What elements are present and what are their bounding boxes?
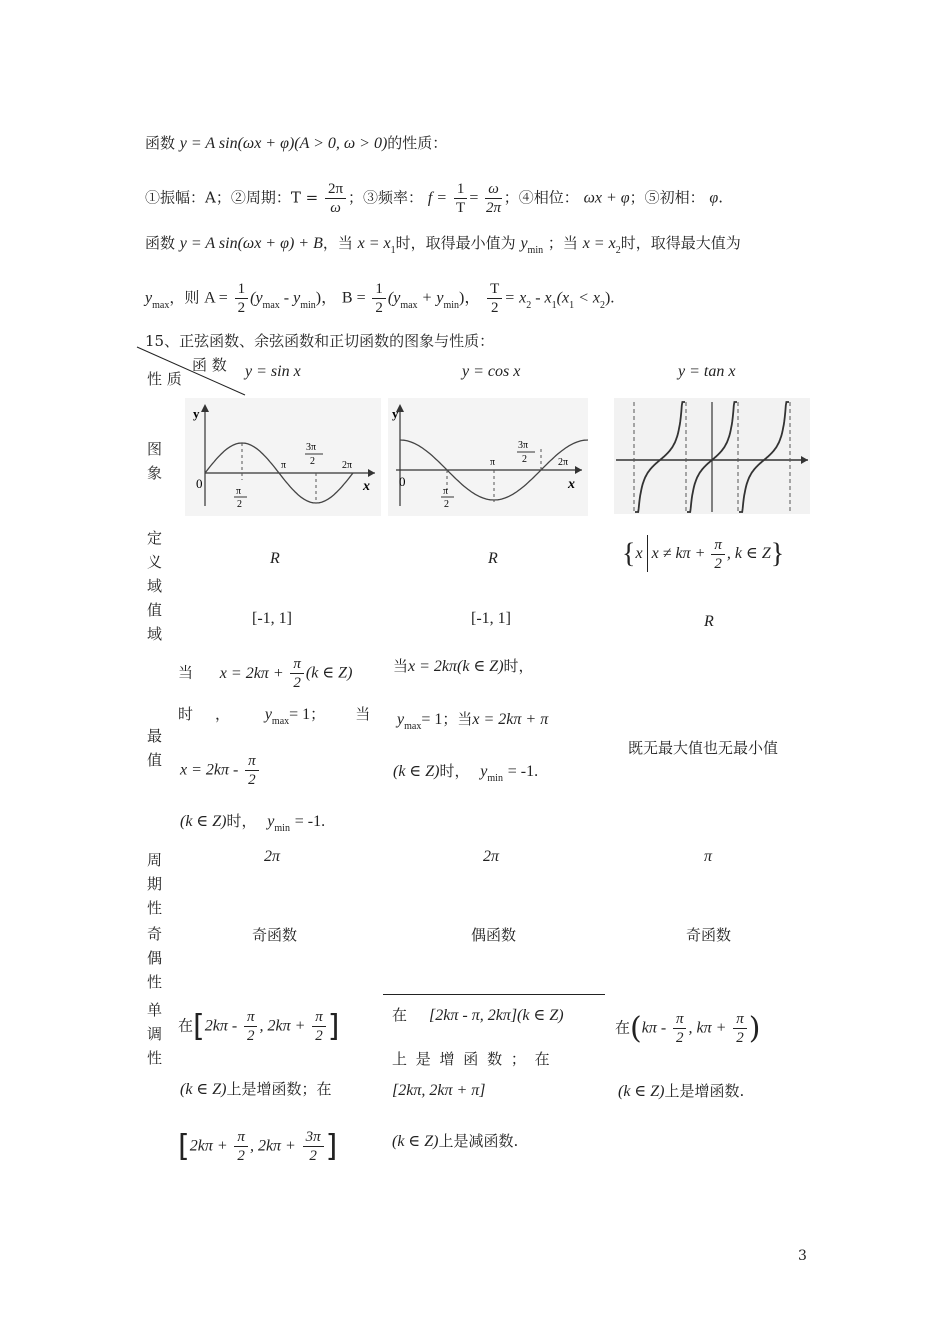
col-cos-header: y = cos x bbox=[462, 363, 521, 380]
period-tan: π bbox=[704, 848, 713, 865]
freq-f: f = bbox=[427, 189, 448, 207]
row-range-label: 值域 bbox=[147, 601, 163, 643]
b-close: )， bbox=[459, 289, 481, 307]
line3-lead: 函数 bbox=[145, 234, 176, 252]
amp-label: ①振幅：A； bbox=[145, 188, 231, 207]
a-close: )， bbox=[315, 289, 338, 307]
cos-pihalf-num: π bbox=[443, 486, 449, 497]
cos-2pi-tick: 2π bbox=[558, 457, 569, 468]
t-cond-sub2: 2 bbox=[599, 299, 605, 311]
mono-cos-line3: [2kπ, 2kπ + π] bbox=[392, 1082, 486, 1099]
max-text: 时，取得最大值为 bbox=[620, 234, 741, 252]
corner-bottom: 性 质 bbox=[147, 370, 182, 388]
cos-origin: 0 bbox=[399, 474, 406, 489]
col-sin-header: y = sin x bbox=[245, 363, 301, 380]
t-sub1: 1 bbox=[551, 299, 557, 311]
t-mid: - x bbox=[531, 289, 552, 307]
init-value: φ bbox=[709, 189, 719, 207]
mono-sin-line1: 在[2kπ - $\frac{\pi}{2}$ , 2kπ + $\frac{\pi}{2}$ ] bbox=[178, 1009, 340, 1044]
row-parity-label: 奇偶性 bbox=[147, 925, 163, 991]
freq-fraction-1: $\frac{1}{T}$ bbox=[454, 180, 468, 217]
ext-cos-line3: (k ∈ Z)时， $y_{min} = -1$. bbox=[393, 762, 539, 784]
mono-sin-line2: (k ∈ Z)上是增函数；在 bbox=[180, 1080, 332, 1098]
min-text: 时，取得最小值为 bbox=[395, 234, 516, 252]
mono-cos-line1: 在 [2kπ - π, 2kπ](k ∈ Z) bbox=[392, 1006, 564, 1024]
ymax-sub: max bbox=[152, 299, 170, 311]
properties-line bbox=[145, 180, 723, 217]
period-cos: 2π bbox=[483, 848, 500, 865]
range-tan: R bbox=[704, 613, 714, 630]
b-eq: B = bbox=[341, 289, 366, 307]
col-tan-header: y = tan x bbox=[678, 363, 736, 380]
range-cos: [-1, 1] bbox=[471, 610, 511, 627]
a-sub-min: min bbox=[300, 299, 316, 311]
t-half: $\frac{T}{2}$ bbox=[487, 280, 502, 317]
a-mid: - y bbox=[279, 289, 301, 307]
intro-formula: y = A sin(ωx + φ)(A > 0, ω > 0) bbox=[179, 135, 388, 152]
domain-cos: R bbox=[488, 550, 498, 567]
ext-cos-line1: 当x = 2kπ(k ∈ Z)时， bbox=[393, 657, 534, 675]
row-graph-label: 图象 bbox=[147, 440, 163, 482]
domain-tan: {x x ≠ kπ + $\frac{\pi}{2}$ , k ∈ Z} bbox=[622, 537, 785, 572]
sin-2pi-tick: 2π bbox=[342, 460, 353, 471]
row-period-label: 周期性 bbox=[147, 851, 163, 917]
sin-3pi-den: 2 bbox=[310, 456, 315, 467]
cos-3pi-num: 3π bbox=[518, 440, 529, 451]
cos-pi-tick: π bbox=[490, 457, 496, 468]
ext-sin-line3: x = 2kπ - $\frac{\pi}{2}$ bbox=[180, 752, 261, 789]
parity-tan: 奇函数 bbox=[686, 926, 732, 944]
then-text: ，则 bbox=[169, 288, 200, 307]
line3-formula: y = A sin(ωx + φ) + B bbox=[179, 235, 323, 252]
sin-pi-tick: π bbox=[281, 460, 287, 471]
x1-eq: x = x bbox=[357, 235, 391, 252]
b-sub-min: min bbox=[443, 299, 459, 311]
parity-sin: 奇函数 bbox=[252, 926, 298, 944]
cos-pihalf-den: 2 bbox=[444, 499, 449, 510]
ext-sin-line2: 时 ， $y_{max}= 1$； 当 bbox=[178, 705, 371, 727]
ext-cos-line2: $y_{max}= 1$；当x = 2kπ + π bbox=[397, 710, 549, 732]
init-label: ；⑤初相： bbox=[629, 188, 705, 207]
t-cond-mid: < x bbox=[574, 289, 600, 307]
ext-sin-line1: 当 x = 2kπ + $\frac{\pi}{2}$ (k ∈ Z) bbox=[178, 656, 353, 691]
x1-sub: 1 bbox=[390, 245, 396, 256]
intro-line bbox=[145, 132, 447, 153]
x2-sub: 2 bbox=[615, 245, 621, 256]
t-sub2: 2 bbox=[526, 299, 532, 311]
b-half: $\frac{1}{2}$ bbox=[372, 280, 386, 317]
intro-lead: 函数 bbox=[145, 134, 176, 152]
ext-tan: 既无最大值也无最小值 bbox=[628, 739, 779, 757]
mono-cos-line4: (k ∈ Z)上是减函数. bbox=[392, 1132, 519, 1150]
row-mono-label: 单调性 bbox=[147, 1001, 163, 1067]
t-cond-sub1: 1 bbox=[569, 299, 575, 311]
ymin-symbol: y bbox=[520, 235, 528, 252]
b-expr: (y bbox=[387, 289, 401, 307]
ext-sin-line4: (k ∈ Z)时， $y_{min} = -1$. bbox=[180, 812, 326, 834]
mono-tan-line1: 在(kπ - $\frac{\pi}{2}$ , kπ + $\frac{\pi}{2}$ ) bbox=[615, 1011, 761, 1046]
cos-x-label: x bbox=[568, 477, 575, 492]
sin-graph bbox=[185, 398, 381, 516]
a-sub-max: max bbox=[262, 299, 280, 311]
period-label: ②周期：T = bbox=[230, 188, 319, 207]
mono-cos-line2: 上 是 增 函 数 ； 在 bbox=[392, 1050, 552, 1068]
parity-cos: 偶函数 bbox=[471, 926, 517, 944]
mono-cos-rule bbox=[383, 994, 605, 995]
line-four bbox=[145, 280, 614, 317]
row-domain-label: 定义域 bbox=[147, 529, 163, 595]
b-sub-max: max bbox=[400, 299, 418, 311]
sin-pihalf-num: π bbox=[236, 486, 242, 497]
range-sin: [-1, 1] bbox=[252, 610, 292, 627]
intro-tail: 的性质： bbox=[387, 134, 448, 152]
mono-tan-line2: (k ∈ Z)上是增函数. bbox=[618, 1082, 745, 1100]
sin-y-label: y bbox=[193, 406, 200, 421]
cos-graph bbox=[388, 398, 588, 516]
end-dot: . bbox=[718, 188, 724, 207]
period-fraction: $\frac{2\pi}{\omega}$ bbox=[325, 180, 346, 217]
freq-eq: = bbox=[469, 189, 479, 207]
domain-sin: R bbox=[270, 550, 280, 567]
period-sin: 2π bbox=[264, 848, 281, 865]
sin-3pi-num: 3π bbox=[306, 442, 317, 453]
b-mid: + y bbox=[417, 289, 444, 307]
phase-value: ωx + φ bbox=[583, 189, 630, 207]
a-half: $\frac{1}{2}$ bbox=[235, 280, 249, 317]
t-rhs: = x bbox=[504, 289, 527, 307]
a-expr: (y bbox=[250, 289, 263, 307]
freq-label: ；③频率： bbox=[348, 188, 424, 207]
ymax-symbol: y bbox=[145, 289, 153, 307]
corner-top: 函 数 bbox=[192, 356, 227, 374]
ymin-sub: min bbox=[527, 245, 544, 256]
sin-x-label: x bbox=[363, 479, 370, 494]
line3-when1: ，当 bbox=[322, 234, 353, 252]
page-number: 3 bbox=[798, 1248, 807, 1264]
sin-pihalf-den: 2 bbox=[237, 499, 242, 510]
tan-graph bbox=[614, 398, 810, 514]
row-extreme-label: 最值 bbox=[147, 727, 163, 769]
t-cond-end: ). bbox=[604, 289, 615, 307]
section-title: 15、正弦函数、余弦函数和正切函数的图象与性质： bbox=[145, 332, 495, 350]
x2-eq: x = x bbox=[582, 235, 616, 252]
cos-y-label: y bbox=[392, 406, 399, 421]
sin-origin: 0 bbox=[196, 476, 203, 491]
line3-when2: ；当 bbox=[547, 234, 578, 252]
t-cond: (x bbox=[556, 289, 570, 307]
freq-fraction-2: $\frac{\omega}{2\pi}$ bbox=[485, 181, 501, 216]
line-three bbox=[145, 232, 741, 256]
cos-3pi-den: 2 bbox=[522, 454, 527, 465]
phase-label: ；④相位： bbox=[503, 188, 579, 207]
mono-sin-line3: [2kπ + $\frac{\pi}{2}$ , 2kπ + $\frac{3\pi}{2}$ ] bbox=[178, 1129, 338, 1164]
a-eq: A = bbox=[204, 289, 228, 307]
